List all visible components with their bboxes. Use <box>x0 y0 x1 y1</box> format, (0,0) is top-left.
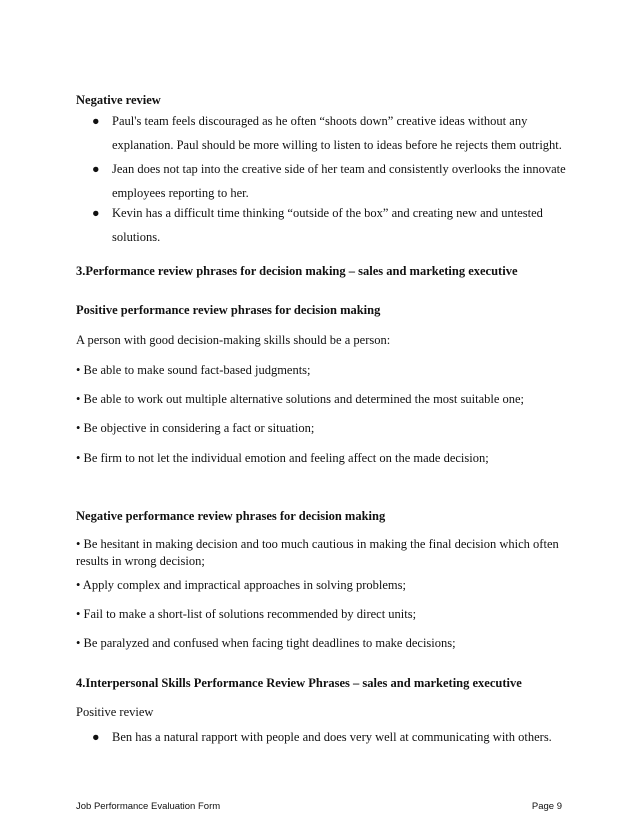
negative-review-heading: Negative review <box>76 93 161 107</box>
negative-item-1: • Be hesitant in making decision and too much cautious in making the final decision which often results in wrong decision; <box>76 537 559 568</box>
positive-item-3: • Be objective in considering a fact or situation; <box>76 421 315 435</box>
positive-item-1: • Be able to make sound fact-based judgments; <box>76 363 311 377</box>
decision-intro: A person with good decision-making skills should be a person: <box>76 333 391 347</box>
bullet-dot: ● <box>92 730 100 744</box>
negative-item-4: • Be paralyzed and confused when facing tight deadlines to make decisions; <box>76 636 456 650</box>
positive-phrases-heading: Positive performance review phrases for decision making <box>76 303 381 317</box>
bullet-dot: ● <box>92 114 100 128</box>
positive-item-4: • Be firm to not let the individual emotion and feeling affect on the made decision; <box>76 451 489 465</box>
positive-review-bullet-1: Ben has a natural rapport with people and does very well at communicating with others. <box>112 730 552 744</box>
section4-heading: 4.Interpersonal Skills Performance Review Phrases – sales and marketing executive <box>76 676 522 690</box>
bullet-dot: ● <box>92 206 100 220</box>
positive-item-2: • Be able to work out multiple alternative solutions and determined the most suitable one; <box>76 392 525 406</box>
footer-form-title: Job Performance Evaluation Form <box>76 801 221 812</box>
footer-page-number: Page 9 <box>531 801 562 812</box>
bullet-dot: ● <box>92 162 100 176</box>
negative-phrases-heading: Negative performance review phrases for decision making <box>76 509 386 523</box>
negative-review-bullet-2: Jean does not tap into the creative side of her team and consistently overlooks the innovate employees reporting to her. <box>112 162 566 200</box>
section3-heading: 3.Performance review phrases for decision making – sales and marketing executive <box>76 264 518 278</box>
positive-review-label: Positive review <box>76 705 154 719</box>
negative-review-bullet-3: Kevin has a difficult time thinking “outside of the box” and creating new and untested solutions. <box>112 206 543 244</box>
negative-item-2: • Apply complex and impractical approaches in solving problems; <box>76 578 406 592</box>
negative-review-bullet-1: Paul's team feels discouraged as he often “shoots down” creative ideas without any explanation. Paul should be more willing to listen to ideas before he rejects them outright. <box>112 114 562 152</box>
negative-item-3: • Fail to make a short-list of solutions recommended by direct units; <box>76 607 417 621</box>
